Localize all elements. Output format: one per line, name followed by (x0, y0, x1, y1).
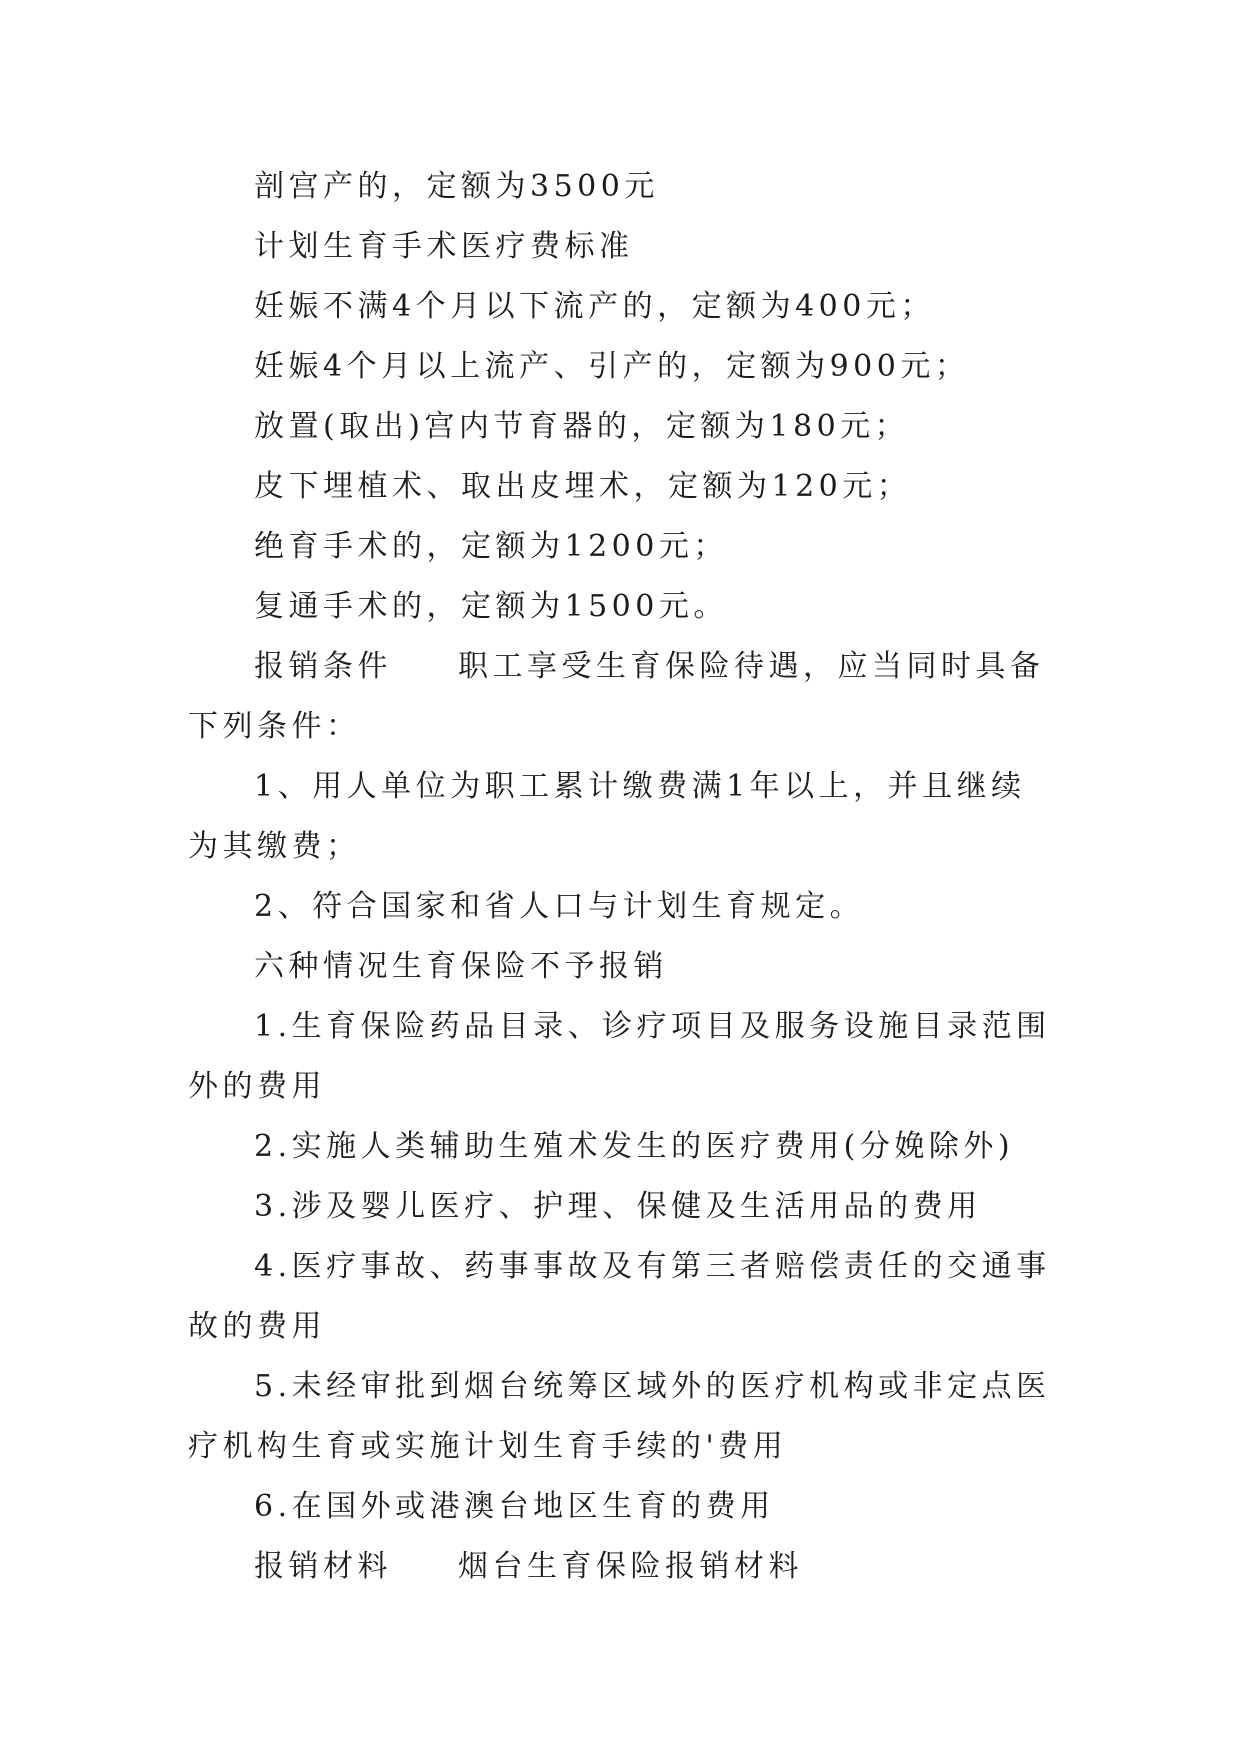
paragraph-abortion-over-4-months: 妊娠4个月以上流产、引产的，定额为900元； (254, 349, 970, 384)
paragraph-exclusion-4: 4.医疗事故、药事事故及有第三者赔偿责任的交通事故的费用 (188, 1249, 1051, 1344)
paragraph-sterilization: 绝育手术的，定额为1200元； (254, 529, 728, 564)
document-body (188, 157, 1054, 1597)
paragraph-abortion-under-4-months: 妊娠不满4个月以下流产的，定额为400元； (254, 289, 935, 324)
paragraph-condition-2: 2、符合国家和省人口与计划生育规定。 (254, 889, 865, 924)
paragraph-six-exclusions-title: 六种情况生育保险不予报销 (254, 949, 668, 984)
section-heading: 报销材料 (254, 1549, 392, 1584)
paragraph-cesarean-quota: 剖宫产的，定额为3500元 (254, 169, 659, 204)
paragraph-exclusion-3: 3.涉及婴儿医疗、护理、保健及生活用品的费用 (254, 1189, 982, 1224)
paragraph-exclusion-6: 6.在国外或港澳台地区生育的费用 (254, 1489, 775, 1524)
paragraph-condition-1: 1、用人单位为职工累计缴费满1年以上，并且继续为其缴费； (188, 769, 1026, 864)
paragraph-reimbursement-conditions: 报销条件 职工享受生育保险待遇，应当同时具备下列条件： (188, 649, 1045, 744)
paragraph-implant: 皮下埋植术、取出皮埋术，定额为120元； (254, 469, 912, 504)
paragraph-exclusion-5: 5.未经审批到烟台统筹区域外的医疗机构或非定点医疗机构生育或实施计划生育手续的'费用 (188, 1369, 1051, 1464)
paragraph-reversal: 复通手术的，定额为1500元。 (254, 589, 728, 624)
section-heading: 报销条件 (254, 649, 392, 684)
paragraph-family-planning-standard: 计划生育手术医疗费标准 (254, 229, 634, 264)
paragraph-exclusion-2: 2.实施人类辅助生殖术发生的医疗费用(分娩除外) (254, 1129, 1015, 1164)
paragraph-reimbursement-materials: 报销材料 烟台生育保险报销材料 (254, 1549, 803, 1584)
paragraph-iud: 放置(取出)宫内节育器的，定额为180元； (254, 409, 910, 444)
paragraph-exclusion-1: 1.生育保险药品目录、诊疗项目及服务设施目录范围外的费用 (188, 1009, 1051, 1104)
